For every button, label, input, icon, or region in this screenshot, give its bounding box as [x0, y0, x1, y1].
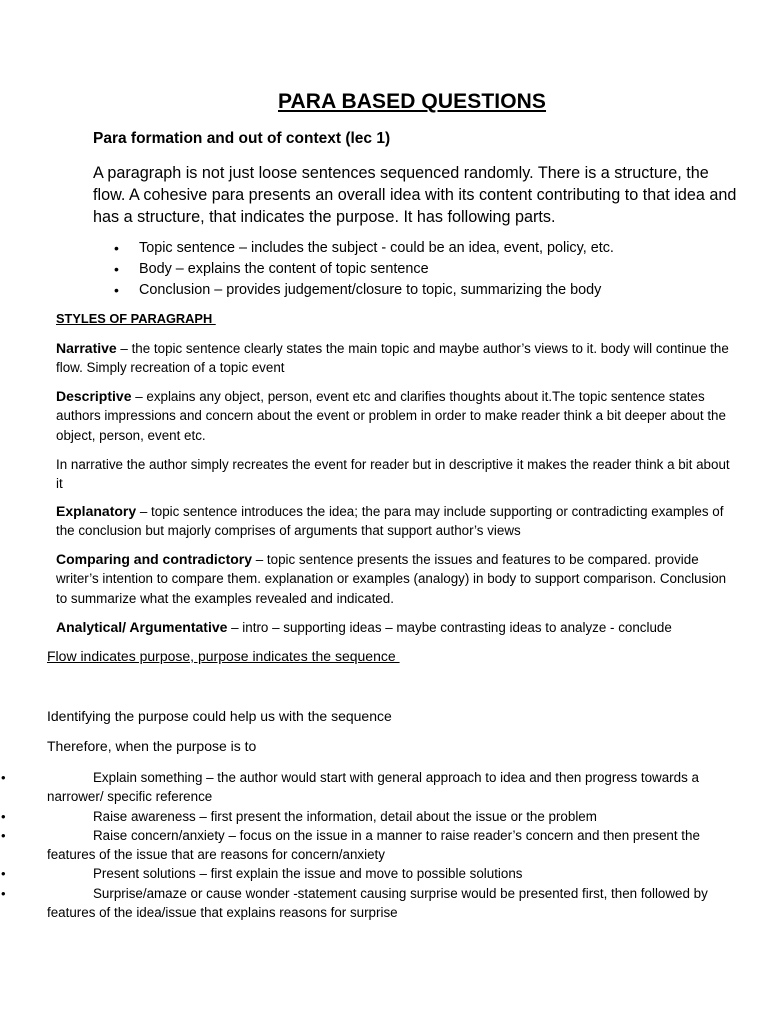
list-item: [1, 864, 737, 883]
intro-paragraph: A paragraph is not just loose sentences sequenced randomly. There is a structure, the flow. A cohesive para presents an overall idea with its content contributing to that idea and has a structure, that indicates the purpose. It has following parts.: [93, 164, 737, 226]
section-subtitle: Para formation and out of context (lec 1): [93, 130, 391, 147]
style-term: Explanatory: [56, 503, 137, 519]
list-item: [93, 259, 753, 280]
bullet-icon: •: [1, 827, 6, 843]
list-item-text: Explain something – the author would start with general approach to idea and then progress towards a narrower/ specific reference: [47, 770, 699, 805]
list-item: [93, 238, 753, 259]
bullet-icon: •: [1, 808, 6, 824]
style-text: – the topic sentence clearly states the main topic and maybe author’s views to it. body will continue the flow. Simply recreation of a topic event: [56, 341, 729, 376]
list-item: [1, 826, 737, 865]
identify-purpose-line: Identifying the purpose could help us with the sequence: [47, 708, 392, 724]
style-explanatory: [56, 502, 736, 541]
style-text: – topic sentence introduces the idea; the para may include supporting or contradicting examples of the conclusion but majorly comprises of arguments that support author’s views: [56, 504, 724, 539]
list-item-text: Present solutions – first explain the issue and move to possible solutions: [93, 866, 523, 882]
style-analytical: [56, 618, 736, 637]
bullet-icon: •: [114, 261, 119, 277]
purpose-list: [1, 768, 737, 922]
style-text: – topic sentence presents the issues and features to be compared. provide writer’s intention to compare them. explanation or examples (analogy) in body to support comparison. Conclusion to summarize what the examples revealed and indicated.: [56, 552, 727, 606]
list-item: [1, 807, 737, 826]
style-narrative: [56, 339, 736, 378]
bullet-icon: •: [114, 282, 119, 298]
narrative-vs-descriptive-note: [56, 455, 736, 494]
list-item: [1, 768, 737, 807]
list-item: [93, 280, 753, 301]
style-term: Descriptive: [56, 388, 132, 404]
style-term: Narrative: [56, 340, 117, 356]
flow-statement: Flow indicates purpose, purpose indicates the sequence: [47, 648, 400, 664]
style-term: Comparing and contradictory: [56, 551, 253, 567]
bullet-icon: •: [114, 240, 119, 256]
list-item: [1, 884, 737, 923]
style-text: – intro – supporting ideas – maybe contrasting ideas to analyze - conclude: [227, 620, 672, 635]
style-descriptive: [56, 387, 736, 445]
therefore-line: Therefore, when the purpose is to: [47, 738, 257, 754]
list-item-text: Raise concern/anxiety – focus on the issue in a manner to raise reader’s concern and then present the features of the issue that are reasons for concern/anxiety: [47, 827, 700, 863]
list-item-text: Body – explains the content of topic sentence: [139, 261, 429, 277]
bullet-icon: •: [1, 866, 6, 882]
list-item-text: Surprise/amaze or cause wonder -statement causing surprise would be presented first, then followed by features of the idea/issue that explains reasons for surprise: [47, 885, 708, 921]
bullet-icon: •: [1, 885, 6, 901]
style-comparing: [56, 550, 736, 608]
list-item-text: Conclusion – provides judgement/closure to topic, summarizing the body: [139, 282, 602, 298]
list-item-text: Raise awareness – first present the information, detail about the issue or the problem: [93, 808, 597, 824]
style-text: In narrative the author simply recreates the event for reader but in descriptive it makes the reader think a bit about it: [56, 457, 730, 492]
styles-heading: STYLES OF PARAGRAPH: [56, 311, 216, 326]
style-text: – explains any object, person, event etc and clarifies thoughts about it.The topic sentence states authors impressions and concern about the event or problem in order to make reader think a bit deeper about the object, person, event etc.: [56, 389, 726, 443]
list-item-text: Topic sentence – includes the subject - could be an idea, event, policy, etc.: [139, 240, 614, 256]
bullet-icon: •: [1, 770, 6, 785]
parts-list: [93, 238, 753, 301]
page-title: PARA BASED QUESTIONS: [277, 90, 547, 113]
style-term: Analytical/ Argumentative: [56, 619, 228, 635]
